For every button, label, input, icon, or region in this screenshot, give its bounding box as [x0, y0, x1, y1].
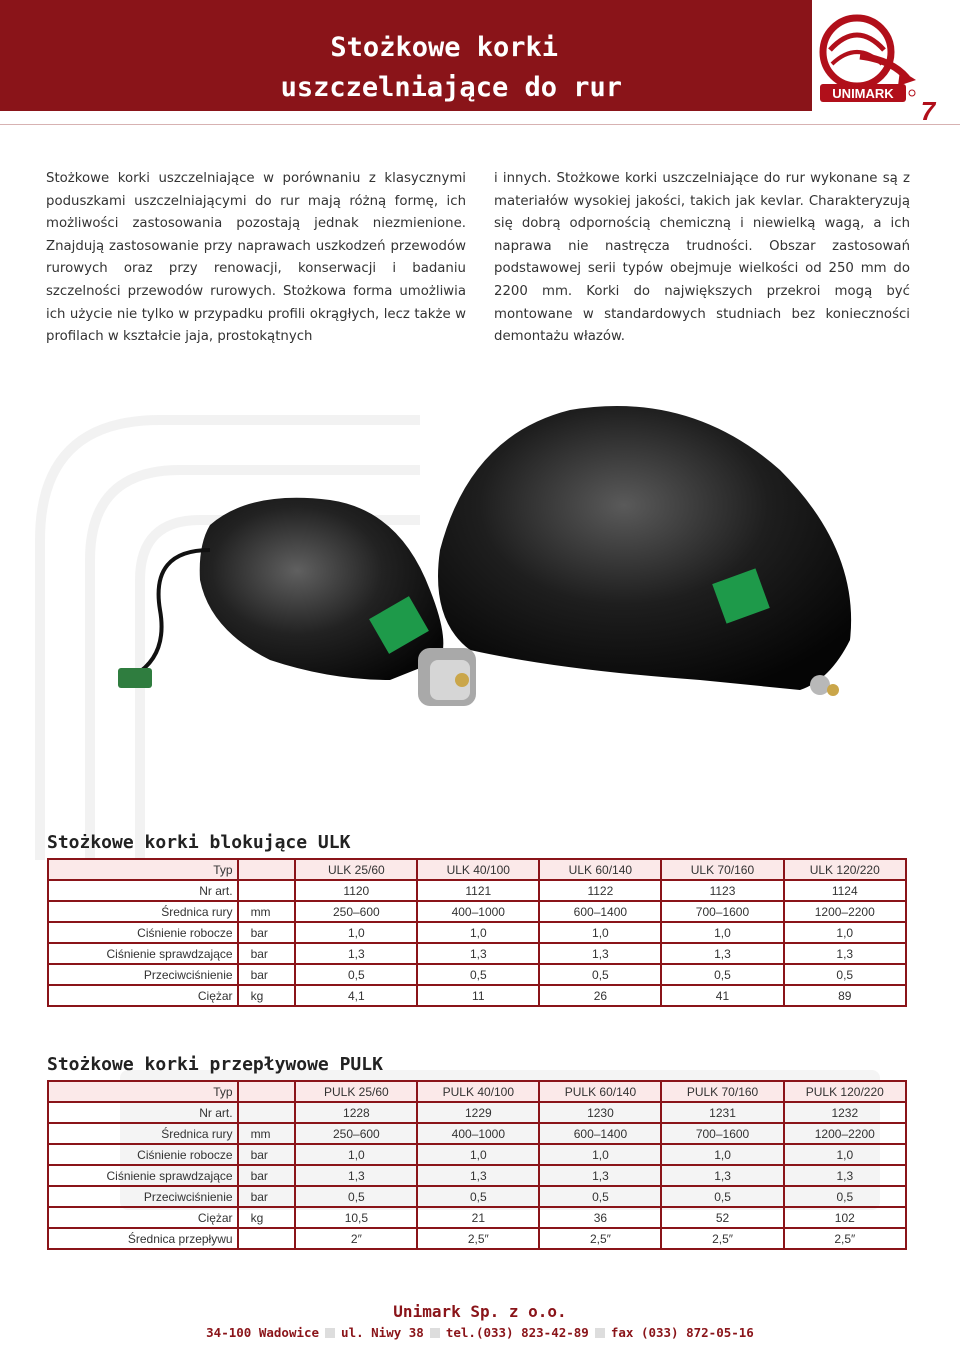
- row-label: Przeciwciśnienie: [48, 964, 238, 985]
- table-row: [48, 1081, 906, 1102]
- table-row: [48, 943, 906, 964]
- cell: PULK 120/220: [784, 1081, 906, 1102]
- row-unit: [238, 880, 296, 901]
- cell: 1,0: [417, 922, 539, 943]
- page-title-line2: uszczelniające do rur: [280, 72, 622, 103]
- cell: 1232: [784, 1102, 906, 1123]
- cell: ULK 40/100: [417, 859, 539, 880]
- row-unit: bar: [238, 1186, 296, 1207]
- cell: 36: [539, 1207, 661, 1228]
- row-label: Ciśnienie robocze: [48, 922, 238, 943]
- table-row: [48, 1228, 906, 1249]
- cell: PULK 40/100: [417, 1081, 539, 1102]
- cell: 21: [417, 1207, 539, 1228]
- cell: 11: [417, 985, 539, 1006]
- cell: PULK 70/160: [661, 1081, 783, 1102]
- row-label: Typ: [48, 859, 238, 880]
- hose: [135, 550, 210, 675]
- row-unit: [238, 1081, 296, 1102]
- table-row: [48, 1123, 906, 1144]
- cell: 1,0: [295, 1144, 417, 1165]
- row-unit: bar: [238, 1144, 296, 1165]
- cell: 1230: [539, 1102, 661, 1123]
- table-row: [48, 985, 906, 1006]
- row-label: Nr art.: [48, 1102, 238, 1123]
- row-unit: [238, 859, 296, 880]
- product-photo: [0, 380, 960, 820]
- table-row: [48, 859, 906, 880]
- table-row: [48, 1165, 906, 1186]
- cell: 0,5: [784, 964, 906, 985]
- cell: 700–1600: [661, 901, 783, 922]
- cell: 0,5: [661, 964, 783, 985]
- cell: 1,3: [295, 1165, 417, 1186]
- row-unit: bar: [238, 943, 296, 964]
- cell: 1,0: [295, 922, 417, 943]
- ulk-section-title: Stożkowe korki blokujące ULK: [47, 832, 351, 853]
- cell: 600–1400: [539, 1123, 661, 1144]
- cell: 0,5: [784, 1186, 906, 1207]
- cell: 1,3: [417, 1165, 539, 1186]
- row-label: Średnica przepływu: [48, 1228, 238, 1249]
- row-label: Średnica rury: [48, 901, 238, 922]
- footer-fax: fax (033) 872-05-16: [610, 1325, 754, 1340]
- cell: 1,0: [539, 1144, 661, 1165]
- cell: 2,5″: [539, 1228, 661, 1249]
- page-number: 7: [920, 96, 936, 126]
- intro-text-right: i innych. Stożkowe korki uszczelniające do rur wykonane są z materiałów wysokiej jakości, takich jak kevlar. Charakteryzują się dobrą odpornością chemiczną i niewielką wagą, a ich naprawa nie nastręcza trudności. Obszar zastosowań podstawowej serii typów obejmuje wielkości od 250 mm do 2200 mm. Korki do największych przekroi mogą być montowane w standardowych studniach bez konieczności demontażu włazów.: [494, 171, 910, 345]
- cell: 1228: [295, 1102, 417, 1123]
- cell: PULK 60/140: [539, 1081, 661, 1102]
- table-row: [48, 1207, 906, 1228]
- row-unit: [238, 1102, 296, 1123]
- cell: 0,5: [417, 964, 539, 985]
- cell: ULK 60/140: [539, 859, 661, 880]
- row-label: Średnica rury: [48, 1123, 238, 1144]
- cell: 1,3: [784, 943, 906, 964]
- row-label: Ciśnienie robocze: [48, 1144, 238, 1165]
- cell: 1,0: [784, 1144, 906, 1165]
- row-unit: [238, 1228, 296, 1249]
- cell: 2,5″: [661, 1228, 783, 1249]
- cell: 400–1000: [417, 1123, 539, 1144]
- table-row: [48, 880, 906, 901]
- footer-company: Unimark Sp. z o.o.: [393, 1302, 567, 1321]
- cell: 1124: [784, 880, 906, 901]
- cell: 1200–2200: [784, 901, 906, 922]
- table-row: [48, 901, 906, 922]
- page-title: [0, 28, 800, 108]
- cell: 1231: [661, 1102, 783, 1123]
- row-unit: kg: [238, 1207, 296, 1228]
- cell: 2,5″: [784, 1228, 906, 1249]
- cell: 1,3: [539, 943, 661, 964]
- cell: 1200–2200: [784, 1123, 906, 1144]
- small-plug: [200, 498, 444, 680]
- cell: 0,5: [539, 1186, 661, 1207]
- cell: 400–1000: [417, 901, 539, 922]
- table-row: [48, 1144, 906, 1165]
- cell: 0,5: [295, 1186, 417, 1207]
- cell: 1,0: [661, 1144, 783, 1165]
- separator-square: [430, 1328, 440, 1338]
- cell: 1,0: [784, 922, 906, 943]
- separator-square: [595, 1328, 605, 1338]
- row-label: Typ: [48, 1081, 238, 1102]
- row-label: Przeciwciśnienie: [48, 1186, 238, 1207]
- footer-city: 34-100 Wadowice: [206, 1325, 320, 1340]
- divider: [0, 124, 960, 125]
- cell: 52: [661, 1207, 783, 1228]
- page-title-line1: Stożkowe korki: [330, 32, 558, 63]
- ulk-spec-table: [47, 858, 907, 1007]
- cell: 1,3: [539, 1165, 661, 1186]
- cell: 600–1400: [539, 901, 661, 922]
- cell: 10,5: [295, 1207, 417, 1228]
- cell: 2,5″: [417, 1228, 539, 1249]
- cell: 1120: [295, 880, 417, 901]
- cell: 1123: [661, 880, 783, 901]
- cell: 1,0: [539, 922, 661, 943]
- cell: 0,5: [417, 1186, 539, 1207]
- cell: ULK 70/160: [661, 859, 783, 880]
- cell: 250–600: [295, 901, 417, 922]
- cell: 1122: [539, 880, 661, 901]
- cell: 1,3: [661, 943, 783, 964]
- row-unit: bar: [238, 964, 296, 985]
- pulk-section-title: Stożkowe korki przepływowe PULK: [47, 1054, 383, 1075]
- cell: ULK 25/60: [295, 859, 417, 880]
- cell: 1,0: [417, 1144, 539, 1165]
- separator-square: [325, 1328, 335, 1338]
- cell: 2″: [295, 1228, 417, 1249]
- cell: 1,3: [661, 1165, 783, 1186]
- cell: 700–1600: [661, 1123, 783, 1144]
- footer-address: [0, 1325, 960, 1340]
- cell: 102: [784, 1207, 906, 1228]
- pulk-spec-table: [47, 1080, 907, 1250]
- cell: 0,5: [539, 964, 661, 985]
- row-unit: mm: [238, 901, 296, 922]
- intro-text-left: Stożkowe korki uszczelniające w porównaniu z klasycznymi poduszkami uszczelniającymi do rur mają różną formę, ich możliwości zastosowania pozostają jednak niezmienione. Znajdują zastosowanie przy naprawach uszkodzeń przewodów rurowych oraz przy renowacji, konserwacji i badaniu szczelności przewodów rurowych. Stożkowa forma umożliwia ich użycie nie tylko w przypadku profili okrągłych, lecz także w profilach w kształcie jaja, prostokątnych: [46, 171, 466, 345]
- cell: 1,3: [417, 943, 539, 964]
- large-plug: [438, 406, 851, 690]
- row-label: Ciśnienie sprawdzające: [48, 943, 238, 964]
- cell: 4,1: [295, 985, 417, 1006]
- cell: 1,3: [784, 1165, 906, 1186]
- cell: 26: [539, 985, 661, 1006]
- row-unit: mm: [238, 1123, 296, 1144]
- footer-street: ul. Niwy 38: [341, 1325, 424, 1340]
- logo-text: UNIMARK: [832, 86, 894, 101]
- cell: 1,0: [661, 922, 783, 943]
- cell: 89: [784, 985, 906, 1006]
- row-label: Ciężar: [48, 1207, 238, 1228]
- table-row: [48, 1102, 906, 1123]
- footer-phone: tel.(033) 823-42-89: [445, 1325, 589, 1340]
- cell: ULK 120/220: [784, 859, 906, 880]
- unimark-logo: [812, 0, 960, 111]
- row-unit: kg: [238, 985, 296, 1006]
- cell: 41: [661, 985, 783, 1006]
- row-label: Ciśnienie sprawdzające: [48, 1165, 238, 1186]
- table-row: [48, 964, 906, 985]
- cell: PULK 25/60: [295, 1081, 417, 1102]
- cell: 1,3: [295, 943, 417, 964]
- table-row: [48, 1186, 906, 1207]
- cell: 250–600: [295, 1123, 417, 1144]
- cell: 0,5: [661, 1186, 783, 1207]
- cell: 0,5: [295, 964, 417, 985]
- hose-connector: [118, 668, 152, 688]
- row-unit: bar: [238, 922, 296, 943]
- row-unit: bar: [238, 1165, 296, 1186]
- row-label: Ciężar: [48, 985, 238, 1006]
- row-label: Nr art.: [48, 880, 238, 901]
- table-row: [48, 922, 906, 943]
- cell: 1229: [417, 1102, 539, 1123]
- cell: 1121: [417, 880, 539, 901]
